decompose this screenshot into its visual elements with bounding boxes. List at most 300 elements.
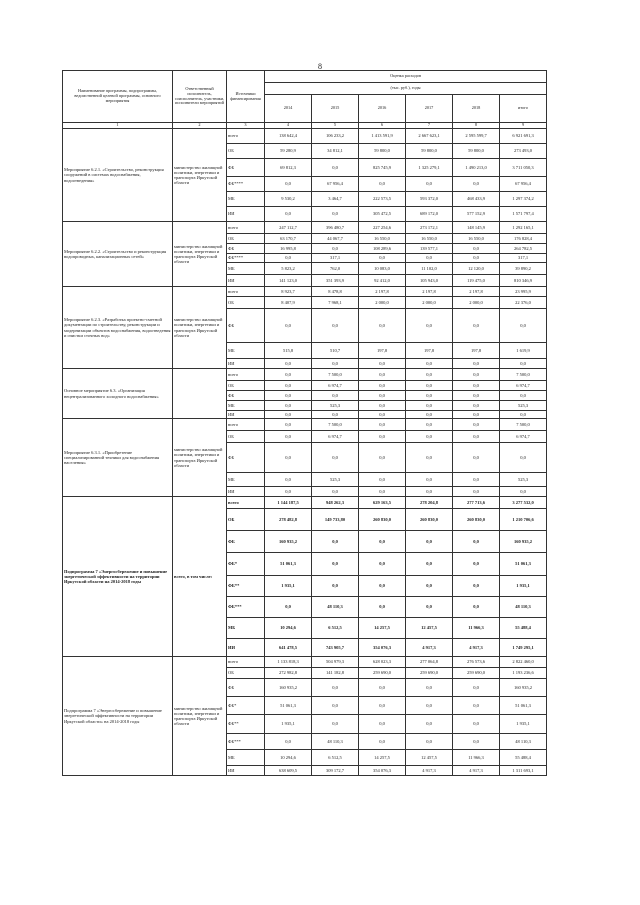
year-value: 59 800,0 <box>406 144 453 159</box>
year-value: 0,0 <box>265 487 312 497</box>
year-value: 0,0 <box>359 177 406 192</box>
year-value: 0,0 <box>453 359 500 369</box>
year-value: 0,0 <box>359 419 406 431</box>
year-value: 0,0 <box>359 431 406 443</box>
year-value: 0,0 <box>453 487 500 497</box>
year-value: 0,0 <box>312 531 359 553</box>
funding-source: ФБ <box>227 443 265 473</box>
total-value: 3 711 050,3 <box>500 159 547 177</box>
total-value: 1 210 706,6 <box>500 509 547 531</box>
year-value: 6 512,5 <box>312 618 359 639</box>
year-value: 10 294,6 <box>265 750 312 766</box>
year-value: 10 294,6 <box>265 618 312 639</box>
header-year: 2018 <box>453 95 500 123</box>
year-value: 0,0 <box>406 254 453 263</box>
year-value: 108 289,6 <box>359 244 406 254</box>
total-value: 6 921 691,3 <box>500 129 547 144</box>
year-value: 69 812,3 <box>265 159 312 177</box>
year-value: 0,0 <box>359 715 406 734</box>
year-value: 0,0 <box>265 734 312 750</box>
year-value: 0,0 <box>406 473 453 487</box>
funding-source: ИИ <box>227 359 265 369</box>
total-value: 55 488,4 <box>500 750 547 766</box>
year-value: 0,0 <box>312 207 359 222</box>
total-value: 1 311 693,1 <box>500 766 547 776</box>
year-value: 119 475,0 <box>453 275 500 287</box>
year-value: 0,0 <box>406 419 453 431</box>
year-value: 2 595 599,7 <box>453 129 500 144</box>
total-value: 1 571 797,4 <box>500 207 547 222</box>
total-value: 1 193 236,6 <box>500 668 547 679</box>
year-value: 0,0 <box>265 597 312 618</box>
year-value: 0,0 <box>265 391 312 401</box>
year-value: 276 573,6 <box>453 657 500 668</box>
year-value: 0,0 <box>265 207 312 222</box>
funding-source: ОБ <box>227 144 265 159</box>
year-value: 197,8 <box>406 343 453 359</box>
year-value: 139 577,1 <box>406 244 453 254</box>
year-value: 0,0 <box>453 177 500 192</box>
year-value: 468 433,9 <box>453 192 500 207</box>
total-value: 0,0 <box>500 443 547 473</box>
year-value: 0,0 <box>406 715 453 734</box>
year-value: 510,7 <box>312 343 359 359</box>
year-value: 0,0 <box>265 309 312 343</box>
year-value: 48 110,3 <box>312 597 359 618</box>
year-value: 629 163,5 <box>359 497 406 509</box>
year-value: 0,0 <box>406 177 453 192</box>
year-value: 259 690,0 <box>406 668 453 679</box>
year-value: 0,0 <box>359 473 406 487</box>
funding-source: ФБ* <box>227 553 265 576</box>
funding-source: ИИ <box>227 639 265 657</box>
funding-source: всего <box>227 419 265 431</box>
year-value: 141 123,0 <box>265 275 312 287</box>
year-value: 2 197,8 <box>359 287 406 297</box>
total-value: 3 277 532,0 <box>500 497 547 509</box>
year-value: 0,0 <box>453 679 500 697</box>
year-value: 0,0 <box>453 419 500 431</box>
year-value: 0,0 <box>265 473 312 487</box>
funding-source: ИИ <box>227 275 265 287</box>
year-value: 0,0 <box>406 531 453 553</box>
year-value: 0,0 <box>359 679 406 697</box>
total-value: 1 749 295,1 <box>500 639 547 657</box>
year-value: 0,0 <box>312 359 359 369</box>
year-value: 59 800,0 <box>359 144 406 159</box>
year-value: 0,0 <box>453 531 500 553</box>
year-value: 0,0 <box>265 419 312 431</box>
page-number: 8 <box>318 62 322 71</box>
year-value: 743 905,7 <box>312 639 359 657</box>
index-cell: 3 <box>227 123 265 129</box>
year-value: 0,0 <box>406 597 453 618</box>
year-value: 0,0 <box>406 679 453 697</box>
year-value: 0,0 <box>406 401 453 411</box>
year-value: 4 917,3 <box>453 766 500 776</box>
year-value: 525,3 <box>312 401 359 411</box>
total-value: 51 061,3 <box>500 697 547 715</box>
funding-source: МБ <box>227 618 265 639</box>
year-value: 0,0 <box>453 443 500 473</box>
year-value: 525,3 <box>312 473 359 487</box>
total-value: 1 297 374,2 <box>500 192 547 207</box>
year-value: 0,0 <box>312 159 359 177</box>
table-row <box>63 657 547 668</box>
item-name: Мероприятие 6.2.1. «Строительство, реконструкция сооружений в системах водоснабжения, водоотведения» <box>63 129 173 222</box>
year-value: 1 490 213,0 <box>453 159 500 177</box>
year-value: 504 979,3 <box>312 657 359 668</box>
index-cell: 2 <box>173 123 227 129</box>
year-value: 0,0 <box>359 597 406 618</box>
year-value: 351 393,9 <box>312 275 359 287</box>
year-value: 260 830,0 <box>453 509 500 531</box>
funding-source: ИИ <box>227 411 265 419</box>
year-value: 2 000,0 <box>359 297 406 309</box>
year-value: 277 713,6 <box>453 497 500 509</box>
year-value: 0,0 <box>265 443 312 473</box>
year-value: 0,0 <box>359 401 406 411</box>
year-value: 0,0 <box>312 715 359 734</box>
year-value: 51 061,3 <box>265 553 312 576</box>
year-value: 148 145,9 <box>453 222 500 234</box>
funding-source: ФБ <box>227 679 265 697</box>
total-value: 317,1 <box>500 254 547 263</box>
responsible-executor: министерство жилищной политики, энергетики и транспорта Иркутской области <box>173 287 227 369</box>
index-cell: 4 <box>265 123 312 129</box>
total-value: 0,0 <box>500 391 547 401</box>
year-value: 0,0 <box>406 381 453 391</box>
year-value: 8 478,8 <box>312 287 359 297</box>
year-value: 0,0 <box>406 697 453 715</box>
total-value: 0,0 <box>500 411 547 419</box>
year-value: 272 982,8 <box>265 668 312 679</box>
funding-source: всего <box>227 369 265 381</box>
year-value: 1 144 187,5 <box>265 497 312 509</box>
total-value: 525,3 <box>500 401 547 411</box>
year-value: 0,0 <box>453 715 500 734</box>
total-value: 7 500,0 <box>500 419 547 431</box>
header-year: 2017 <box>406 95 453 123</box>
year-value: 0,0 <box>265 401 312 411</box>
year-value: 0,0 <box>406 359 453 369</box>
total-value: 7 500,0 <box>500 369 547 381</box>
funding-source: всего <box>227 129 265 144</box>
year-value: 0,0 <box>312 697 359 715</box>
total-value: 176 828,4 <box>500 234 547 244</box>
table-row <box>63 497 547 509</box>
responsible-executor: всего, в том числе: <box>173 497 227 657</box>
year-value: 0,0 <box>453 576 500 597</box>
year-value: 12 120,0 <box>453 263 500 275</box>
year-value: 0,0 <box>312 443 359 473</box>
funding-source: всего <box>227 287 265 297</box>
year-value: 14 257,5 <box>359 750 406 766</box>
funding-source: всего <box>227 657 265 668</box>
year-value: 0,0 <box>265 431 312 443</box>
year-value: 0,0 <box>359 531 406 553</box>
header-name: Наименование программы, подпрограммы, ведомственной целевой программы, основного мероприятия <box>63 71 173 123</box>
total-value: 55 488,4 <box>500 618 547 639</box>
year-value: 7 500,0 <box>312 369 359 381</box>
funding-source: ОБ <box>227 668 265 679</box>
year-value: 0,0 <box>359 411 406 419</box>
year-value: 0,0 <box>312 487 359 497</box>
year-value: 278 482,8 <box>265 509 312 531</box>
year-value: 638 609,5 <box>265 766 312 776</box>
year-value: 138 642,4 <box>265 129 312 144</box>
year-value: 0,0 <box>406 411 453 419</box>
year-value: 6 974,7 <box>312 381 359 391</box>
year-value: 0,0 <box>406 576 453 597</box>
year-value: 0,0 <box>453 411 500 419</box>
year-value: 0,0 <box>359 487 406 497</box>
year-value: 689 172,0 <box>406 207 453 222</box>
year-value: 0,0 <box>359 381 406 391</box>
year-value: 259 690,0 <box>359 668 406 679</box>
year-value: 0,0 <box>359 309 406 343</box>
year-value: 0,0 <box>265 369 312 381</box>
year-value: 141 182,8 <box>312 668 359 679</box>
year-value: 641 478,5 <box>265 639 312 657</box>
funding-source: ФБ* <box>227 697 265 715</box>
total-value: 0,0 <box>500 487 547 497</box>
total-value: 39 890,2 <box>500 263 547 275</box>
year-value: 762,0 <box>312 263 359 275</box>
year-value: 0,0 <box>359 734 406 750</box>
total-value: 48 110,3 <box>500 734 547 750</box>
item-name: Подпрограмма 7 «Энергосбережение и повышение энергетической эффективности на территории Иркутской области на 2014-2018 годы <box>63 497 173 657</box>
total-value: 525,3 <box>500 473 547 487</box>
funding-source: ИИ <box>227 487 265 497</box>
total-value: 1 935,1 <box>500 715 547 734</box>
table-body <box>63 129 547 776</box>
funding-source: ФБ*** <box>227 597 265 618</box>
funding-source: всего <box>227 497 265 509</box>
year-value: 0,0 <box>359 254 406 263</box>
item-name: Мероприятие 6.3.1. «Приобретение специализированной техники для водоснабжения населения» <box>63 419 173 497</box>
table-row <box>63 222 547 234</box>
year-value: 7 500,0 <box>312 419 359 431</box>
item-name: Мероприятие 6.2.3. «Разработка проектно-сметной документации по строительству, реконструкции и модернизации объектов водоснабжения, водоотведения и очистки сточных вод» <box>63 287 173 369</box>
funding-source: ИИ <box>227 207 265 222</box>
year-value: 0,0 <box>453 391 500 401</box>
year-value: 48 110,3 <box>312 734 359 750</box>
funding-source: ОБ <box>227 381 265 391</box>
year-value: 3 464,7 <box>312 192 359 207</box>
year-value: 4 917,3 <box>406 766 453 776</box>
year-value: 0,0 <box>359 443 406 473</box>
year-value: 11 966,3 <box>453 618 500 639</box>
year-value: 11 102,0 <box>406 263 453 275</box>
year-value: 92 412,0 <box>359 275 406 287</box>
year-value: 16 995,8 <box>265 244 312 254</box>
year-value: 354 076,3 <box>359 639 406 657</box>
year-value: 2 197,8 <box>406 287 453 297</box>
year-value: 317,1 <box>312 254 359 263</box>
year-value: 0,0 <box>406 309 453 343</box>
year-value: 0,0 <box>312 391 359 401</box>
year-value: 5 823,2 <box>265 263 312 275</box>
year-value: 0,0 <box>265 381 312 391</box>
year-value: 0,0 <box>453 254 500 263</box>
year-value: 59 800,0 <box>453 144 500 159</box>
year-value: 0,0 <box>265 359 312 369</box>
year-value: 9 530,2 <box>265 192 312 207</box>
year-value: 0,0 <box>312 576 359 597</box>
funding-source: всего <box>227 222 265 234</box>
year-value: 0,0 <box>453 309 500 343</box>
item-name: Мероприятие 6.2.2. «Строительство и реконструкция водопроводных, канализационных сетей» <box>63 222 173 287</box>
funding-source: ОБ <box>227 431 265 443</box>
header-units: (тыс. руб.), годы <box>265 83 547 95</box>
year-value: 1 133 818,3 <box>265 657 312 668</box>
total-value: 273 493,0 <box>500 144 547 159</box>
year-value: 105 943,0 <box>406 275 453 287</box>
year-value: 0,0 <box>265 254 312 263</box>
total-value: 1 619,9 <box>500 343 547 359</box>
funding-source: МБ <box>227 192 265 207</box>
year-value: 197,8 <box>359 343 406 359</box>
year-value: 577 152,9 <box>453 207 500 222</box>
funding-source: ФБ** <box>227 715 265 734</box>
year-value: 4 917,3 <box>453 639 500 657</box>
item-name: Основное мероприятие 6.3. «Организация нецентрализованного холодного водоснабжения» <box>63 369 173 419</box>
year-value: 160 935,2 <box>265 679 312 697</box>
responsible-executor: министерство жилищной политики, энергетики и транспорта Иркутской области <box>173 419 227 497</box>
funding-source: МБ <box>227 401 265 411</box>
year-value: 1 935,1 <box>265 715 312 734</box>
funding-source: МБ <box>227 750 265 766</box>
total-value: 1 935,1 <box>500 576 547 597</box>
total-value: 2 822 460,0 <box>500 657 547 668</box>
year-value: 4 917,3 <box>406 639 453 657</box>
total-value: 0,0 <box>500 309 547 343</box>
year-value: 149 733,80 <box>312 509 359 531</box>
year-value: 6 512,5 <box>312 750 359 766</box>
year-value: 0,0 <box>406 391 453 401</box>
header-year: 2015 <box>312 95 359 123</box>
year-value: 0,0 <box>359 391 406 401</box>
year-value: 10 083,0 <box>359 263 406 275</box>
header-year: 2014 <box>265 95 312 123</box>
year-value: 0,0 <box>453 369 500 381</box>
year-value: 12 457,5 <box>406 618 453 639</box>
year-value: 0,0 <box>406 734 453 750</box>
funding-source: ФБ <box>227 159 265 177</box>
year-value: 16 550,0 <box>406 234 453 244</box>
year-value: 0,0 <box>265 411 312 419</box>
year-value: 51 061,3 <box>265 697 312 715</box>
year-value: 0,0 <box>265 177 312 192</box>
year-value: 277 064,8 <box>406 657 453 668</box>
total-value: 160 935,2 <box>500 531 547 553</box>
table-row <box>63 419 547 431</box>
year-value: 0,0 <box>359 697 406 715</box>
index-cell: 9 <box>500 123 547 129</box>
year-value: 227 254,6 <box>359 222 406 234</box>
year-value: 260 830,0 <box>406 509 453 531</box>
table-row <box>63 287 547 297</box>
funding-source: ОБ <box>227 509 265 531</box>
year-value: 0,0 <box>359 553 406 576</box>
funding-source: ФБ <box>227 244 265 254</box>
year-value: 0,0 <box>453 381 500 391</box>
year-value: 0,0 <box>453 734 500 750</box>
index-cell: 7 <box>406 123 453 129</box>
year-value: 67 956,4 <box>312 177 359 192</box>
funding-source: ИИ <box>227 766 265 776</box>
year-value: 0,0 <box>453 244 500 254</box>
year-value: 0,0 <box>312 244 359 254</box>
year-value: 44 067,7 <box>312 234 359 244</box>
year-value: 1 935,1 <box>265 576 312 597</box>
total-value: 810 346,9 <box>500 275 547 287</box>
total-value: 22 376,0 <box>500 297 547 309</box>
header-responsible: Ответственный исполнитель, соисполнитель, участники, исполнители мероприятий <box>173 71 227 123</box>
year-value: 0,0 <box>406 553 453 576</box>
year-value: 0,0 <box>406 487 453 497</box>
year-value: 825 745,9 <box>359 159 406 177</box>
year-value: 278 204,8 <box>406 497 453 509</box>
year-value: 309 172,7 <box>312 766 359 776</box>
year-value: 197,8 <box>453 343 500 359</box>
total-value: 48 110,3 <box>500 597 547 618</box>
year-value: 0,0 <box>359 369 406 381</box>
year-value: 2 000,0 <box>406 297 453 309</box>
total-value: 0,0 <box>500 359 547 369</box>
year-value: 0,0 <box>312 679 359 697</box>
index-cell: 8 <box>453 123 500 129</box>
responsible-executor: министерство жилищной политики, энергетики и транспорта Иркутской области <box>173 657 227 776</box>
year-value: 16 550,0 <box>453 234 500 244</box>
total-value: 67 956,4 <box>500 177 547 192</box>
year-value: 12 457,5 <box>406 750 453 766</box>
year-value: 0,0 <box>453 553 500 576</box>
funding-source: ФБ <box>227 531 265 553</box>
budget-table <box>62 70 547 776</box>
total-value: 264 782,5 <box>500 244 547 254</box>
year-value: 948 262,3 <box>312 497 359 509</box>
year-value: 0,0 <box>406 443 453 473</box>
year-value: 0,0 <box>453 697 500 715</box>
item-name: Подпрограмма 7 «Энергосбережение и повышение энергетической эффективности на территории Иркутской области» на 2014-2018 годы <box>63 657 173 776</box>
year-value: 222 573,5 <box>359 192 406 207</box>
funding-source: ФБ <box>227 391 265 401</box>
year-value: 259 690,0 <box>453 668 500 679</box>
year-value: 11 966,3 <box>453 750 500 766</box>
year-value: 6 974,7 <box>312 431 359 443</box>
index-cell: 5 <box>312 123 359 129</box>
responsible-executor <box>173 369 227 419</box>
header-year: 2016 <box>359 95 406 123</box>
year-value: 59 280,9 <box>265 144 312 159</box>
funding-source: ФБ** <box>227 576 265 597</box>
year-value: 34 812,1 <box>312 144 359 159</box>
year-value: 0,0 <box>453 597 500 618</box>
header-source: Источники финансирования <box>227 71 265 123</box>
year-value: 0,0 <box>312 309 359 343</box>
year-value: 0,0 <box>312 553 359 576</box>
year-value: 0,0 <box>406 431 453 443</box>
year-value: 106 233,2 <box>312 129 359 144</box>
funding-source: МБ <box>227 473 265 487</box>
year-value: 0,0 <box>406 369 453 381</box>
funding-source: ОБ <box>227 297 265 309</box>
year-value: 14 257,5 <box>359 618 406 639</box>
total-value: 1 292 165,1 <box>500 222 547 234</box>
responsible-executor: министерство жилищной политики, энергетики и транспорта Иркутской области <box>173 129 227 222</box>
